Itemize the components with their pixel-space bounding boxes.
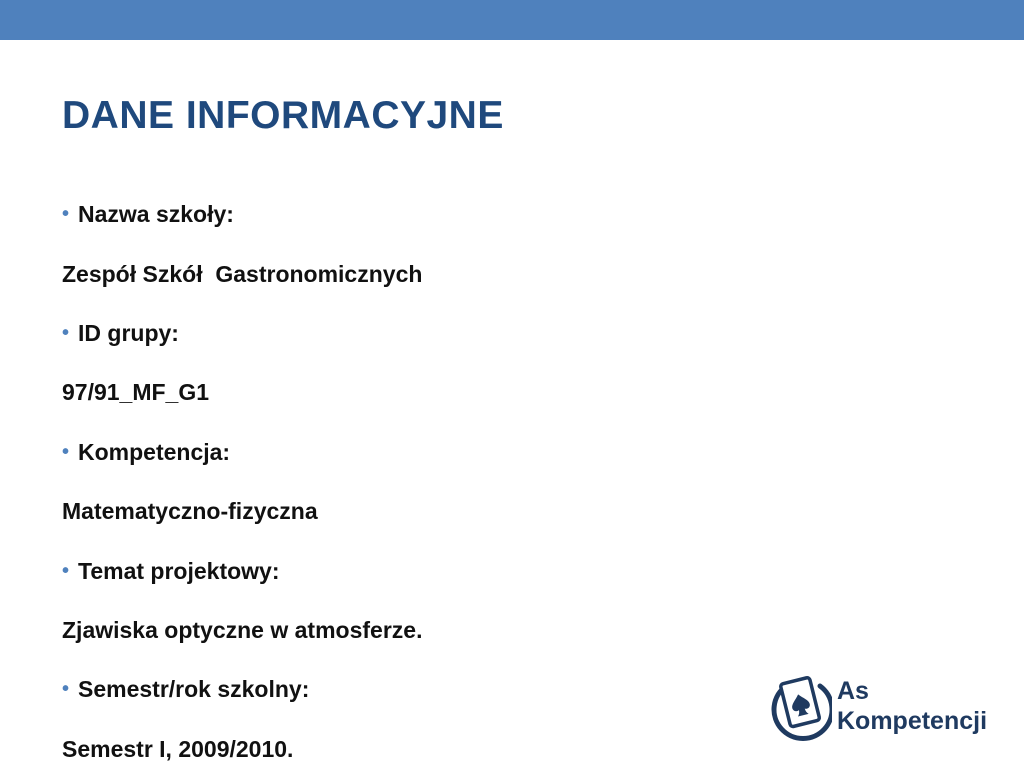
list-item-label [62, 304, 742, 363]
label-semester: Semestr/rok szkolny: [78, 676, 310, 703]
spade-card-icon [768, 672, 832, 744]
list-item-label [62, 185, 742, 244]
list-item-label [62, 541, 742, 600]
label-competence: Kompetencja: [78, 438, 231, 465]
value-group-id: 97/91_MF_G1 [62, 379, 210, 406]
as-kompetencji-logo [768, 672, 994, 744]
list-item-label [62, 660, 742, 719]
value-semester: Semestr I, 2009/2010. [62, 735, 294, 762]
label-group-id: ID grupy: [78, 319, 179, 346]
label-project-topic: Temat projektowy: [78, 557, 280, 584]
bullet-icon: • [62, 559, 70, 582]
value-project-topic: Zjawiska optyczne w atmosferze. [62, 616, 423, 643]
list-item-value [62, 601, 742, 660]
logo-line-as: As [837, 677, 869, 705]
list-item-label [62, 423, 742, 482]
value-school-name: Zespół Szkół Gastronomicznych [62, 260, 423, 287]
info-list [62, 185, 742, 768]
bullet-icon: • [62, 203, 70, 226]
value-competence: Matematyczno-fizyczna [62, 498, 318, 525]
bullet-icon: • [62, 678, 70, 701]
list-item-value [62, 244, 742, 303]
bullet-icon: • [62, 440, 70, 463]
bullet-icon: • [62, 321, 70, 344]
slide-title: DANE INFORMACYJNE [62, 94, 504, 137]
list-item-value [62, 720, 742, 768]
logo-line-kompetencji: Kompetencji [837, 707, 988, 735]
logo-text [837, 676, 987, 736]
list-item-value [62, 363, 742, 422]
list-item-value [62, 482, 742, 541]
header-bar [0, 0, 1024, 40]
label-school-name: Nazwa szkoły: [78, 201, 234, 228]
